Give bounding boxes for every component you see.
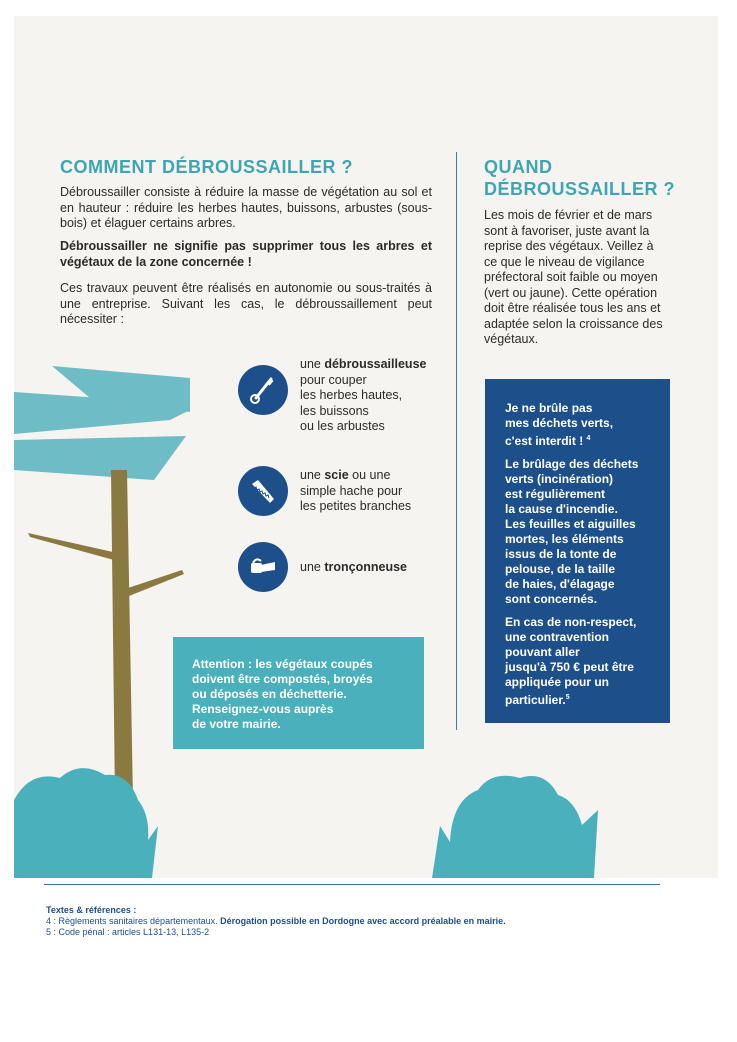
tool-label-line: une scie ou une [300, 468, 391, 482]
when-line: préfectoral soit faible ou moyen [484, 270, 658, 284]
attention-line: de votre mairie. [192, 717, 281, 731]
attention-line: ou déposés en déchetterie. [192, 687, 347, 701]
when-line: sont à favoriser, juste avant la [484, 223, 650, 238]
tool-desc-line: les petites branches [300, 499, 412, 513]
footer-divider [44, 884, 660, 885]
right-title-line: DÉBROUSSAILLER ? [484, 179, 676, 199]
tool-brushcutter-text [300, 357, 440, 435]
bush-right [432, 776, 598, 878]
sign-board-bottom [14, 436, 186, 480]
attention-box [173, 637, 424, 749]
when-paragraph [484, 208, 674, 348]
tool-desc-line: pour couper [300, 372, 367, 387]
burning-warning-box [485, 379, 670, 723]
attention-line: Attention : les végétaux coupés [192, 657, 373, 671]
warning-paragraph: Débroussailler ne signifie pas supprimer tous les arbres et végétaux de la zone concernée ! [60, 239, 432, 269]
tool-chainsaw-text [300, 560, 440, 576]
column-divider [456, 152, 457, 730]
bluebox-block: En cas de non-respect, une contravention pouvant aller jusqu'à 750 € peut être appliquée pour un particulier.$^5$ [505, 615, 637, 707]
tool-label-line: une débroussailleuse [300, 357, 427, 371]
tool-label-line: une tronçonneuse [300, 560, 407, 574]
bluebox-block: Le brûlage des déchets verts (incinération) est régulièrement la cause d'incendie. Les feuilles et aiguilles mortes, les éléments issus de la tonte de pelouse, de la taille de haies, d'élagage sont concernés. [505, 457, 639, 606]
when-line: végétaux. [484, 332, 539, 346]
tool-saw-text [300, 468, 440, 515]
when-line: (vert ou jaune). Cette opération [484, 285, 658, 300]
right-title [484, 156, 684, 200]
when-line: reprise des végétaux. Veillez à [484, 239, 654, 253]
tool-desc-line: ou les arbustes [300, 419, 385, 433]
tree-branch-left [28, 533, 114, 560]
footer-heading: Textes & références : [46, 905, 137, 915]
footer-ref-4: 4 : Règlements sanitaires départementaux. Dérogation possible en Dordogne avec accord préalable en mairie. [46, 916, 506, 926]
bush-left [14, 768, 158, 878]
tree-trunk [111, 470, 133, 800]
tree-branch-right [128, 570, 184, 596]
saw-icon [238, 466, 288, 516]
tool-desc-line: simple hache pour [300, 483, 403, 498]
right-title-line: QUAND [484, 157, 553, 177]
left-title: COMMENT DÉBROUSSAILLER ? [60, 157, 353, 177]
tool-desc-line: les herbes hautes, [300, 388, 403, 402]
when-line: Les mois de février et de mars [484, 208, 653, 222]
intro-paragraph: Débroussailler consiste à réduire la masse de végétation au sol et en hauteur : réduire les herbes hautes, buissons, arbustes (sous-bois) et élaguer certains arbres. [60, 185, 432, 230]
tool-desc-line: les buissons [300, 403, 369, 418]
services-paragraph: Ces travaux peuvent être réalisés en autonomie ou sous-traités à une entreprise. Suivant les cas, le débroussaillement peut nécessiter : [60, 281, 432, 326]
when-line: ce que le niveau de vigilance [484, 254, 645, 269]
footer-ref-5: 5 : Code pénal : articles L131-13, L135-2 [46, 927, 210, 937]
when-line: doit être réalisée tous les ans et [484, 301, 661, 315]
attention-line: doivent être compostés, broyés [192, 672, 373, 686]
brushcutter-icon [238, 365, 288, 415]
when-line: adaptée selon la croissance des [484, 316, 663, 331]
chainsaw-icon [238, 542, 288, 592]
attention-line: Renseignez-vous auprès [192, 702, 334, 716]
bluebox-block: Je ne brûle pas mes déchets verts, c'est interdit ! $^4$ [505, 401, 614, 448]
